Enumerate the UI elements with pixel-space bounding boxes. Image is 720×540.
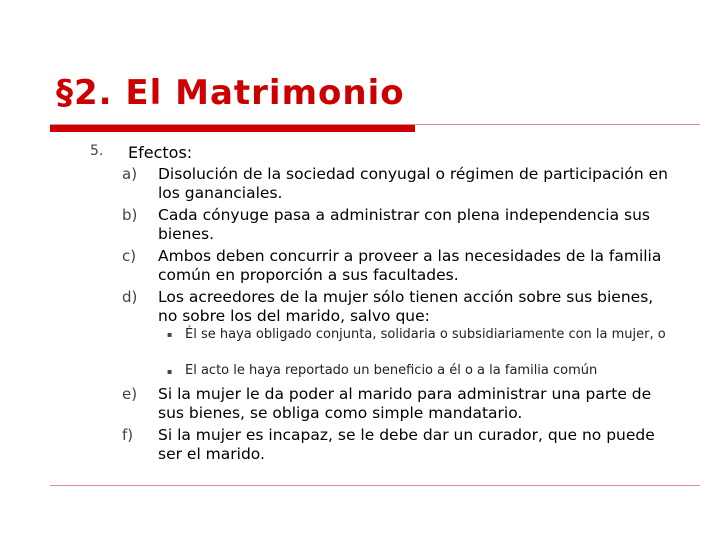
slide-title: §2. El Matrimonio (56, 73, 405, 113)
item-text-b: Cada cónyuge pasa a administrar con plena independencia sus bienes. (158, 206, 650, 243)
section-number: 5. (90, 143, 104, 159)
item-marker-c: c) (122, 247, 137, 265)
item-text-e: Si la mujer le da poder al marido para administrar una parte de sus bienes, se obliga como simple mandatario. (158, 385, 652, 422)
item-marker-a: a) (122, 165, 138, 183)
item-marker-d: d) (122, 288, 138, 306)
item-text-d: Los acreedores de la mujer sólo tienen acción sobre sus bienes, no sobre los del marido, salvo que: (158, 288, 654, 325)
item-marker-e: e) (122, 385, 138, 403)
item-text-f: Si la mujer es incapaz, se le debe dar un curador, que no puede ser el marido. (158, 426, 655, 463)
bullet-icon: ▪ (167, 330, 173, 339)
footer-divider-line (50, 485, 700, 486)
item-text-a: Disolución de la sociedad conyugal o régimen de participación en los gananciales. (158, 165, 668, 202)
section-heading: Efectos: (128, 143, 193, 162)
subitem-text-1: Él se haya obligado conjunta, solidaria o subsidiariamente con la mujer, o (185, 327, 666, 342)
item-marker-b: b) (122, 206, 138, 224)
bullet-icon: ▪ (167, 367, 173, 376)
item-marker-f: f) (122, 426, 134, 444)
subitem-text-2: El acto le haya reportado un beneficio a él o a la familia común (185, 363, 598, 378)
title-accent-bar (50, 125, 415, 132)
item-text-c: Ambos deben concurrir a proveer a las necesidades de la familia común en proporción a sus facultades. (158, 247, 662, 284)
